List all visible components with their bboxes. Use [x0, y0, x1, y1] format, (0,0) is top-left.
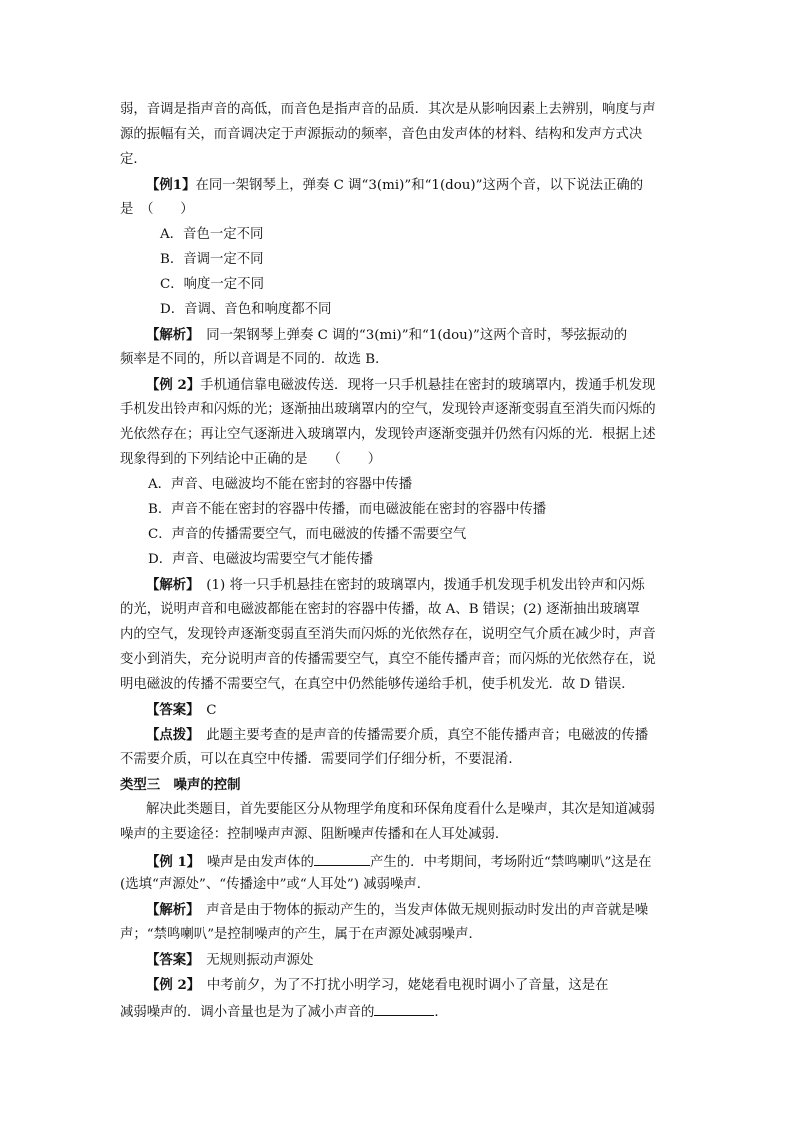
- option-b: B．声音不能在密封的容器中传播，而电磁波能在密封的容器中传播: [148, 502, 547, 517]
- example-label: 【例 2】: [146, 377, 201, 393]
- paragraph-line: 手机发出铃声和闪烁的光；逐渐抽出玻璃罩内的空气，发现铃声逐渐变弱直至消失而闪烁的: [120, 402, 656, 417]
- example-label: 【例 2】: [146, 977, 194, 993]
- analysis-line: 的光，说明声音和电磁波都能在密封的容器中传播，故 A、B 错误；(2) 逐渐抽出玻璃罩: [120, 602, 640, 617]
- example-1-stem: [146, 176, 643, 195]
- tip-line: 不需要介质，可以在真空中传播．需要同学们仔细分析，不要混淆．: [120, 752, 522, 767]
- option-b: B．音调一定不同: [160, 252, 264, 267]
- paragraph-line: 现象得到的下列结论中正确的是 （ ）: [120, 452, 382, 467]
- example-2-stem: 【例 2】 中考前夕，为了不打扰小明学习，姥姥看电视时调小了音量，这是在: [146, 977, 609, 993]
- example-2-stem: 【例 2】手机通信靠电磁波传送．现将一只手机悬挂在密封的玻璃罩内，拨通手机发现: [146, 377, 656, 393]
- tip-line: 【点拨】 此题主要考查的是声音的传播需要介质，真空不能传播声音；电磁波的传播: [146, 727, 649, 743]
- paragraph-line: 弱，音调是指声音的高低，而音色是指声音的品质．其次是从影响因素上去辨别，响度与声: [120, 102, 656, 117]
- answer-line: 【答案】 无规则振动声源处: [146, 952, 314, 968]
- analysis-line: 【解析】 同一架钢琴上弹奏 C 调的“3(mi)”和“1(dou)”这两个音时，琴弦振动的: [146, 327, 628, 343]
- option-a: A．声音、电磁波均不能在密封的容器中传播: [148, 477, 413, 492]
- fill-blank: [314, 851, 370, 866]
- tip-label: 【点拨】: [146, 727, 193, 743]
- option-a: A．音色一定不同: [160, 227, 264, 242]
- paragraph-line: 减弱噪声的．调小音量也是为了减小声音的 ．: [120, 1001, 448, 1022]
- analysis-line: 【解析】 (1) 将一只手机悬挂在密封的玻璃罩内，拨通手机发现手机发出铃声和闪烁: [146, 577, 645, 593]
- analysis-label: 【解析】: [146, 577, 193, 593]
- option-d: D．音调、音色和响度都不同: [160, 302, 332, 317]
- paragraph-line: (选填“声源处”、“传播途中”或“人耳处”) 减弱噪声．: [120, 877, 431, 892]
- option-d: D．声音、电磁波均需要空气才能传播: [148, 552, 373, 567]
- analysis-line: 变小到消失，充分说明声音的传播需要空气，真空不能传播声音；而闪烁的光依然存在，说: [120, 652, 656, 667]
- paragraph-line: 解决此类题目，首先要能区分从物理学角度和环保角度看什么是噪声，其次是知道减弱: [146, 802, 655, 817]
- example-1-stem: 【例 1】 噪声是由发声体的 产生的．中考期间，考场附近“禁鸣喇叭”这是在: [146, 851, 651, 872]
- section-heading: 类型三 噪声的控制: [120, 777, 241, 793]
- analysis-label: 【解析】: [146, 327, 193, 343]
- paragraph-line: 噪声的主要途径：控制噪声声源、阻断噪声传播和在人耳处减弱．: [120, 827, 509, 842]
- paragraph-line: 源的振幅有关，而音调决定于声源振动的频率，音色由发声体的材料、结构和发声方式决: [120, 127, 643, 142]
- paragraph-line: 是 （ ）: [120, 202, 194, 217]
- paragraph-line: 光依然存在；再让空气逐渐进入玻璃罩内，发现铃声逐渐变强并仍然有闪烁的光．根据上述: [120, 427, 656, 442]
- answer-label: 【答案】: [146, 952, 193, 968]
- example-label: 【例 1】: [146, 854, 194, 870]
- analysis-line: 声；“禁鸣喇叭”是控制噪声的产生，属于在声源处减弱噪声．: [120, 927, 482, 942]
- option-c: C．声音的传播需要空气，而电磁波的传播不需要空气: [148, 527, 467, 542]
- example-label: 【例1】: [146, 177, 196, 193]
- analysis-label: 【解析】: [146, 902, 193, 918]
- answer-line: 【答案】 C: [146, 702, 217, 718]
- analysis-line: 内的空气，发现铃声逐渐变弱直至消失而闪烁的光依然存在，说明空气介质在减少时，声音: [120, 627, 656, 642]
- paragraph-line: 定．: [120, 152, 147, 167]
- option-c: C．响度一定不同: [160, 277, 264, 292]
- analysis-line: 明电磁波的传播不需要空气，在真空中仍然能够传递给手机，使手机发光．故 D 错误．: [120, 677, 635, 692]
- example-text: 在同一架钢琴上，弹奏 C 调“3(mi)”和“1(dou)”这两个音，以下说法正确的: [195, 178, 644, 193]
- analysis-line: 【解析】 声音是由于物体的振动产生的，当发声体做无规则振动时发出的声音就是噪: [146, 902, 649, 918]
- answer-label: 【答案】: [146, 702, 193, 718]
- fill-blank: [374, 1001, 434, 1016]
- analysis-line: 频率是不同的，所以音调是不同的．故选 B．: [120, 352, 389, 367]
